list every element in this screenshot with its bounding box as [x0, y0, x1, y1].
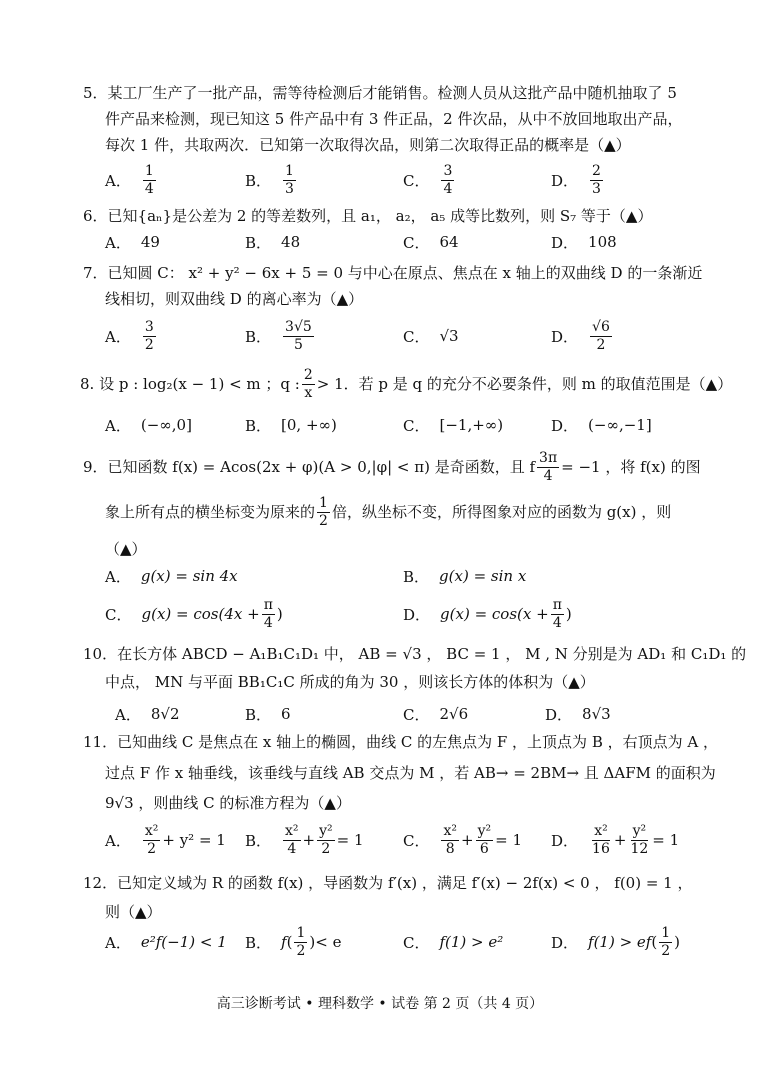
q7-line-2: 线相切，则双曲线 D 的离心率为（▲） [105, 290, 364, 308]
q5-options [105, 160, 705, 200]
q5-option-a[interactable]: A． $\frac{1}{4}$ [105, 162, 154, 197]
q11-line-2: 过点 F 作 x 轴垂线，该垂线与直线 AB 交点为 M ，若 AB→ = 2BM→ 且 ΔAFM 的面积为 [105, 764, 716, 782]
q12-option-a[interactable]: A． e²f(−1) < 1 [105, 933, 227, 952]
q12-option-c[interactable]: C． f(1) > e² [403, 933, 504, 952]
q6-line-1: 6．已知{aₙ}是公差为 2 的等差数列，且 a₁， a₂， a₅ 成等比数列，则 S₇ 等于（▲） [83, 207, 653, 225]
q12-option-d[interactable]: D． f(1) > ef ( $\frac{1}{2}$ ) [551, 924, 681, 959]
q5-line-2: 件产品来检测，现已知这 5 件产品中有 3 件正品，2 件次品，从中不放回地取出产品， [105, 110, 683, 128]
q5-line-3: 每次 1 件，共取两次．已知第一次取得次品，则第二次取得正品的概率是（▲） [105, 136, 631, 154]
q12-option-b[interactable]: B． f ( $\frac{1}{2}$ ) < e [245, 924, 342, 959]
q11-options [105, 820, 705, 860]
q11-line-1: 11．已知曲线 C 是焦点在 x 轴上的椭圆，曲线 C 的左焦点为 F ，上顶点为 B ，右顶点为 A ， [83, 733, 718, 751]
q9-option-d[interactable]: D． g(x) = cos(x + $\frac{\pi}{4}$ ) [403, 596, 572, 631]
q7-line-1: 7．已知圆 C： x² + y² − 6x + 5 = 0 与中心在原点、焦点在 x 轴上的双曲线 D 的一条渐近 [83, 264, 703, 282]
q7-option-c[interactable]: C． √3 [403, 327, 459, 346]
q8-options [105, 405, 705, 445]
q5-option-c[interactable]: C． $\frac{3}{4}$ [403, 162, 453, 197]
q7-options [105, 316, 705, 356]
q11-option-d[interactable]: D． $\frac{\text{x²}}{16}$ + $\frac{\text{y²}}{12}$ = 1 [551, 822, 680, 857]
q10-line-2: 中点， MN 与平面 BB₁C₁C 所成的角为 30 ，则该长方体的体积为（▲） [105, 673, 595, 691]
q11-line-3: 9√3 ，则曲线 C 的标准方程为（▲） [105, 794, 351, 812]
q10-line-1: 10．在长方体 ABCD − A₁B₁C₁D₁ 中， AB = √3 ， BC = 1 ， M , N 分别是为 AD₁ 和 C₁D₁ 的 [83, 645, 747, 663]
q10-option-d[interactable]: D． 8√3 [545, 705, 611, 724]
q8-line-1: 8. 设 p : log₂(x − 1) < m ；q : $\frac{2}{x}$ > 1．若 p 是 q 的充分不必要条件，则 m 的取值范围是（▲） [80, 366, 733, 401]
q11-option-b[interactable]: B． $\frac{\text{x²}}{4}$ + $\frac{\text{y²}}{2}$ = 1 [245, 822, 364, 857]
q12-line-2: 则（▲） [105, 903, 162, 921]
q9-line-1: 9．已知函数 f(x) = Acos(2x + φ)(A > 0,|φ| < π) 是奇函数，且 f $\frac{3\pi}{4}$ = −1 ，将 f(x) 的图 [83, 449, 701, 484]
q9-line-2: 象上所有点的横坐标变为原来的 $\frac{1}{2}$ 倍，纵坐标不变，所得图象对应的函数为 g(x) ，则 [105, 494, 672, 529]
q7-option-a[interactable]: A． $\frac{3}{2}$ [105, 318, 154, 353]
q5-option-d[interactable]: D． $\frac{2}{3}$ [551, 162, 601, 197]
q8-option-b[interactable]: B． [0, +∞) [245, 416, 337, 435]
q7-option-d[interactable]: D． $\frac{√6}{2}$ [551, 318, 610, 353]
q10-option-a[interactable]: A． 8√2 [115, 705, 180, 724]
page-footer: 高三诊断考试 • 理科数学 • 试卷 第 2 页（共 4 页） [216, 996, 544, 1012]
q5-line-1: 5．某工厂生产了一批产品，需等待检测后才能销售。检测人员从这批产品中随机抽取了 5 [83, 84, 677, 102]
q9-option-b[interactable]: B． g(x) = sin x [403, 567, 527, 586]
q6-option-a[interactable]: A． 49 [105, 233, 160, 252]
q9-options-row-2 [105, 594, 705, 634]
q12-options [105, 922, 705, 962]
q6-options [105, 222, 705, 262]
q9-option-c[interactable]: C． g(x) = cos(4x + $\frac{\pi}{4}$ ) [105, 596, 283, 631]
q8-option-c[interactable]: C． [−1,+∞) [403, 416, 504, 435]
q7-option-b[interactable]: B． $\frac{3√5}{5}$ [245, 318, 312, 353]
q6-option-b[interactable]: B． 48 [245, 233, 301, 252]
q10-options [105, 694, 705, 734]
q10-option-c[interactable]: C． 2√6 [403, 705, 469, 724]
q10-option-b[interactable]: B． 6 [245, 705, 291, 724]
q6-option-c[interactable]: C． 64 [403, 233, 459, 252]
q5-option-b[interactable]: B． $\frac{1}{3}$ [245, 162, 294, 197]
q9-line-3: （▲） [105, 540, 147, 558]
q11-option-c[interactable]: C． $\frac{\text{x²}}{8}$ + $\frac{\text{y²}}{6}$ = 1 [403, 822, 522, 857]
q9-options-row-1 [105, 556, 705, 596]
q8-option-a[interactable]: A． (−∞,0] [105, 416, 192, 435]
q12-line-1: 12．已知定义域为 R 的函数 f(x) ，导函数为 f′(x) ，满足 f′(x) − 2f(x) < 0 ， f(0) = 1 ， [83, 874, 693, 892]
q8-option-d[interactable]: D． (−∞,−1] [551, 416, 652, 435]
q9-option-a[interactable]: A． g(x) = sin 4x [105, 567, 238, 586]
q6-option-d[interactable]: D． 108 [551, 233, 617, 252]
q11-option-a[interactable]: A． $\frac{\text{x²}}{2}$ + y² = 1 [105, 822, 226, 857]
